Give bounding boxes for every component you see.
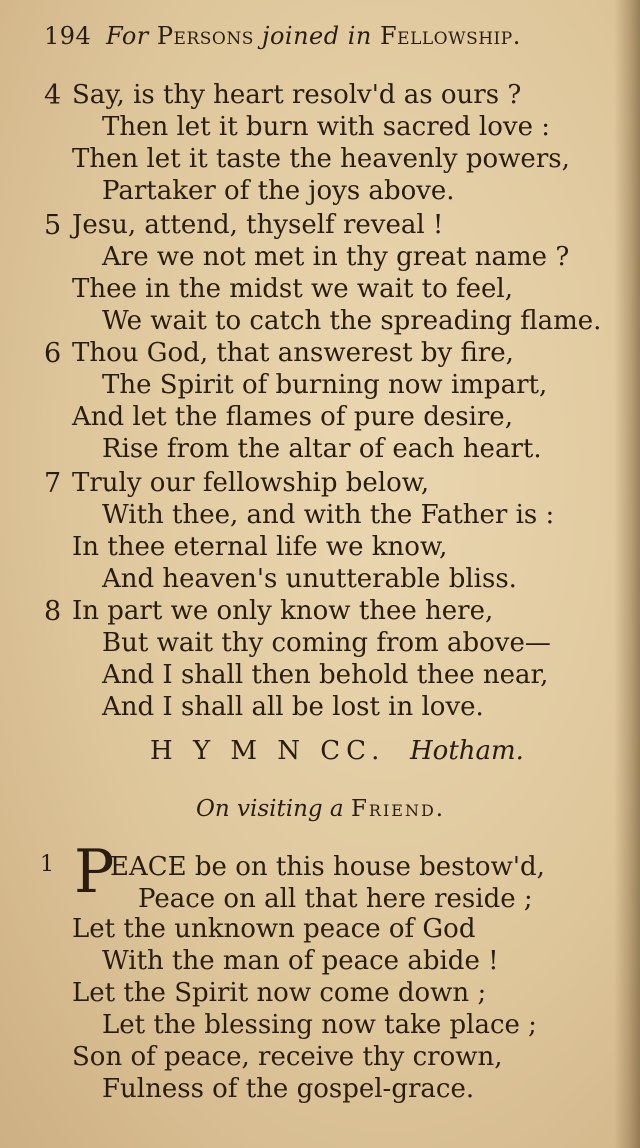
verse-line: Truly our fellowship below,: [72, 468, 430, 498]
page-edge-shadow: [614, 0, 640, 1148]
stanza-8: [44, 596, 584, 726]
stanza-6: [44, 338, 584, 468]
verse-line: Rise from the altar of each heart.: [102, 434, 542, 464]
verse-line: Thou God, that answerest by fire,: [72, 338, 514, 368]
verse-line: And I shall then behold thee near,: [102, 660, 549, 690]
verse-line: Thee in the midst we wait to feel,: [72, 274, 513, 304]
verse-line: Jesu, attend, thyself reveal !: [72, 210, 444, 240]
verse-line: But wait thy coming from above—: [102, 628, 551, 658]
hymn-heading: [150, 736, 524, 772]
verse-line: Son of peace, receive thy crown,: [72, 1042, 503, 1072]
verse-line: With thee, and with the Father is :: [102, 500, 555, 530]
verse-line: And I shall all be lost in love.: [102, 692, 484, 722]
verse-line: Let the blessing now take place ;: [102, 1010, 537, 1040]
verse-line: Are we not met in thy great name ?: [102, 242, 570, 272]
stanza-number: 6: [44, 338, 62, 369]
verse-line: Let the unknown peace of God: [72, 914, 476, 944]
page-number: 194: [44, 22, 92, 50]
running-header: [44, 22, 564, 58]
stanza-number: 7: [44, 468, 62, 499]
hymn-tune: Hotham.: [410, 736, 524, 766]
subtitle-word: Friend.: [350, 796, 446, 822]
verse-line: And heaven's unutterable bliss.: [102, 564, 517, 594]
verse-line: And let the flames of pure desire,: [72, 402, 513, 432]
stanza-number: 8: [44, 596, 62, 627]
verse-line: We wait to catch the spreading flame.: [102, 306, 602, 336]
verse-line: The Spirit of burning now impart,: [102, 370, 548, 400]
verse-line: EACE be on this house bestow'd,: [110, 852, 545, 882]
stanza-number: 5: [44, 210, 62, 241]
hymn-subtitle: [196, 796, 496, 828]
verse-line: With the man of peace abide !: [102, 946, 499, 976]
verse-line: Say, is thy heart resolv'd as ours ?: [72, 80, 522, 110]
verse-line: In thee eternal life we know,: [72, 532, 448, 562]
verse-line: In part we only know thee here,: [72, 596, 494, 626]
title-joined: joined in: [262, 22, 372, 50]
subtitle-prefix: On visiting a: [196, 796, 344, 822]
stanza-number: 1: [40, 852, 54, 877]
title-for: For: [106, 22, 149, 50]
hymn-stanza-1: [40, 852, 584, 1132]
verse-line: Fulness of the gospel-grace.: [102, 1074, 475, 1104]
verse-line: Let the Spirit now come down ;: [72, 978, 487, 1008]
title-persons: Persons: [156, 22, 254, 50]
verse-line: Partaker of the joys above.: [102, 176, 455, 206]
drop-cap: P: [74, 837, 115, 907]
stanza-5: [44, 210, 602, 340]
verse-line: Peace on all that here reside ;: [138, 884, 533, 914]
title-fellowship: Fellowship.: [380, 22, 521, 50]
verse-line: Then let it taste the heavenly powers,: [72, 144, 570, 174]
stanza-7: [44, 468, 584, 598]
hymn-title: H Y M N CC.: [150, 736, 386, 766]
verse-line: Then let it burn with sacred love :: [102, 112, 550, 142]
running-title: [106, 22, 521, 50]
stanza-4: [44, 80, 584, 210]
stanza-number: 4: [44, 80, 62, 111]
